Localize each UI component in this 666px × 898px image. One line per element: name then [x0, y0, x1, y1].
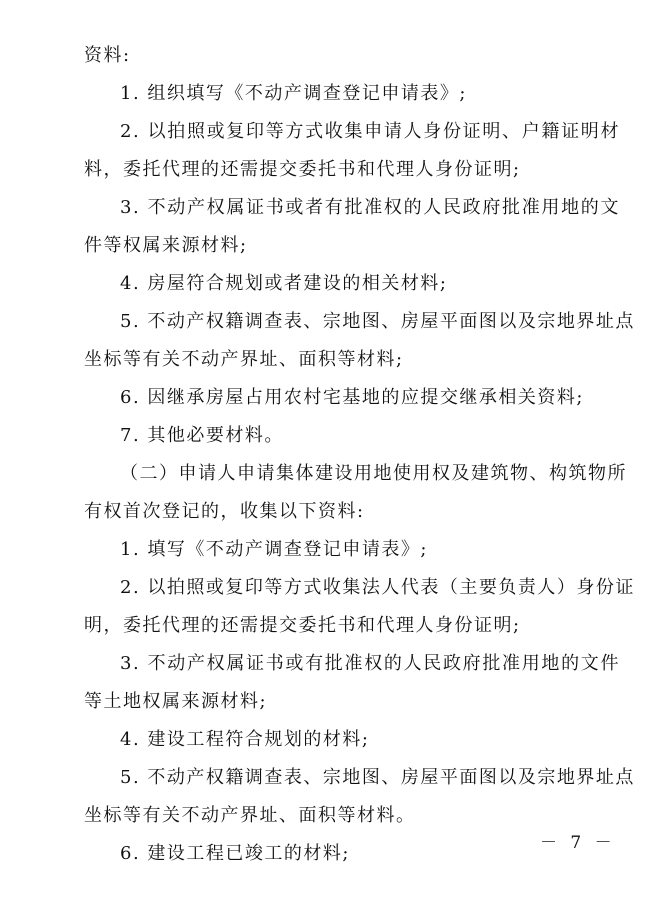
text-line-10: 6. 因继承房屋占用农村宅基地的应提交继承相关资料;: [120, 387, 584, 408]
text-line-3-content: 2. 以拍照或复印等方式收集申请人身份证明、户籍证明材: [120, 121, 620, 142]
text-line-9: 坐标等有关不动产界址、面积等材料;: [84, 349, 404, 370]
text-line-14: 1. 填写《不动产调查登记申请表》;: [120, 539, 428, 560]
text-line-6: 件等权属来源材料;: [84, 235, 248, 256]
text-line-22: 6. 建设工程已竣工的材料;: [120, 843, 350, 864]
text-line-2: 1. 组织填写《不动产调查登记申请表》;: [120, 83, 467, 104]
text-line-19: 4. 建设工程符合规划的材料;: [120, 729, 370, 750]
text-line-11: 7. 其他必要材料。: [120, 425, 284, 446]
text-line-16: 明，委托代理的还需提交委托书和代理人身份证明;: [84, 615, 521, 636]
text-line-20: [120, 766, 635, 790]
text-line-12: [120, 462, 627, 486]
text-line-18: 等土地权属来源材料;: [84, 691, 268, 712]
text-line-5: [120, 196, 620, 220]
text-line-5-content: 3. 不动产权属证书或者有批准权的人民政府批准用地的文: [120, 197, 620, 218]
text-line-17: [120, 652, 620, 676]
text-line-3: [120, 120, 620, 144]
text-line-13: 有权首次登记的，收集以下资料:: [84, 501, 365, 522]
text-line-4: 料，委托代理的还需提交委托书和代理人身份证明;: [84, 159, 521, 180]
text-line-7: 4. 房屋符合规划或者建设的相关材料;: [120, 273, 448, 294]
page-number: － 7 －: [540, 833, 616, 853]
text-line-15: [120, 576, 635, 600]
text-line-15-content: 2. 以拍照或复印等方式收集法人代表（主要负责人）身份证: [120, 577, 635, 598]
text-line-17-content: 3. 不动产权属证书或有批准权的人民政府批准用地的文件: [120, 653, 620, 674]
text-line-12-content: （二）申请人申请集体建设用地使用权及建筑物、构筑物所: [120, 463, 627, 484]
text-line-20-content: 5. 不动产权籍调查表、宗地图、房屋平面图以及宗地界址点: [120, 767, 635, 788]
text-line-8: [120, 310, 635, 334]
text-line-21: 坐标等有关不动产界址、面积等材料。: [84, 805, 416, 826]
text-line-1: 资料:: [84, 45, 131, 66]
text-line-8-content: 5. 不动产权籍调查表、宗地图、房屋平面图以及宗地界址点: [120, 311, 635, 332]
